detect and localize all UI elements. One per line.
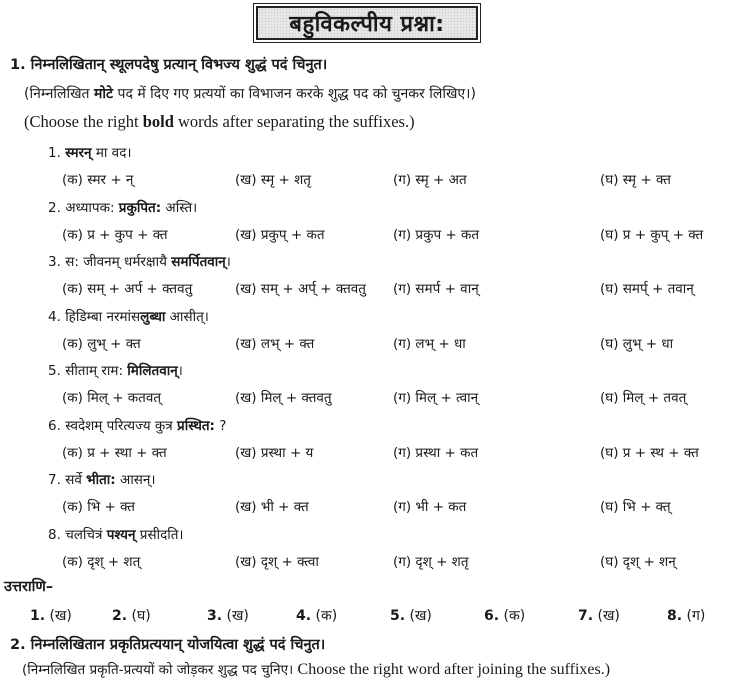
option-1-2: (ख) स्मृ + शतृ bbox=[235, 172, 311, 188]
option-3-3: (ग) समर्प + वान् bbox=[393, 281, 479, 297]
question-text-pre: स्वदेशम् परित्यज्य कुत्र bbox=[65, 417, 178, 434]
question-8 bbox=[48, 525, 184, 543]
option-4-1: (क) लुभ् + क्त bbox=[62, 335, 141, 352]
option-5-4: (घ) मिल् + तवत् bbox=[600, 390, 687, 406]
option-7-4: (घ) भि + क्त् bbox=[600, 499, 671, 515]
option-3-2: (ख) सम् + अर्प् + क्तवतु bbox=[235, 281, 366, 297]
option-8-1: (क) दृश् + शत् bbox=[62, 553, 141, 570]
question-bold-word: लुब्धा bbox=[140, 308, 166, 325]
option-4-4: (घ) लुभ् + धा bbox=[600, 335, 674, 352]
section-2-heading bbox=[10, 634, 325, 654]
question-text-post: आसीत्। bbox=[165, 308, 209, 325]
option-8-3: (ग) दृश् + शतृ bbox=[393, 553, 469, 570]
question-bold-word: प्रस्थित: bbox=[177, 417, 215, 434]
answers-title: उत्तराणि– bbox=[4, 579, 54, 595]
option-8-2: (ख) दृश् + क्त्वा bbox=[235, 553, 319, 570]
answer-4: 4. (क) bbox=[296, 608, 338, 624]
question-text-post: प्रसीदति। bbox=[135, 526, 184, 543]
option-4-2: (ख) लभ् + क्त bbox=[235, 335, 315, 352]
option-2-1: (क) प्र + कुप + क्त bbox=[62, 226, 168, 243]
section-1-instruction: निम्नलिखितान् स्थूलपदेषु प्रत्यान् विभज्य शुद्धं पदं चिनुत। bbox=[30, 57, 328, 73]
question-number: 2. bbox=[48, 199, 61, 216]
option-5-3: (ग) मिल् + त्वान् bbox=[393, 390, 479, 406]
section-1-number: 1. bbox=[10, 57, 26, 73]
question-text-post: ? bbox=[214, 417, 227, 434]
option-6-4: (घ) प्र + स्थ + क्त bbox=[600, 444, 699, 461]
question-number: 7. bbox=[48, 472, 61, 488]
question-bold-word: भीता: bbox=[86, 472, 116, 488]
option-1-4: (घ) स्मृ + क्त bbox=[600, 172, 671, 188]
question-7 bbox=[48, 470, 156, 488]
option-7-1: (क) भि + क्त bbox=[62, 499, 136, 515]
question-5 bbox=[48, 361, 183, 379]
section-1-hint-english: (Choose the right bold words after separating the suffixes.) bbox=[24, 112, 415, 131]
answer-3: 3. (ख) bbox=[207, 608, 249, 624]
section-2-hint: (निम्नलिखित प्रकृति-प्रत्ययों को जोड़कर शुद्ध पद चुनिए। Choose the right word after joining the suffixes.) bbox=[22, 661, 611, 678]
question-text-post: । bbox=[225, 254, 231, 270]
section-2-number: 2. bbox=[10, 637, 26, 653]
option-1-3: (ग) स्मृ + अत bbox=[393, 172, 467, 188]
answer-5: 5. (ख) bbox=[390, 608, 432, 624]
question-text-post: आसन्। bbox=[115, 472, 156, 488]
question-text-pre: सीताम् राम: bbox=[65, 363, 128, 379]
answer-6: 6. (क) bbox=[484, 608, 526, 624]
option-3-4: (घ) समर्प् + तवान् bbox=[600, 281, 694, 297]
question-4 bbox=[48, 307, 209, 325]
answer-7: 7. (ख) bbox=[578, 608, 620, 624]
page-title: बहुविकल्पीय प्रश्ना: bbox=[256, 6, 478, 40]
question-bold-word: समर्पितवान् bbox=[171, 254, 226, 270]
question-text-post: अस्ति। bbox=[161, 199, 198, 216]
question-number: 6. bbox=[48, 417, 61, 434]
question-text-pre: चलचित्रं bbox=[65, 526, 107, 543]
option-6-1: (क) प्र + स्था + क्त bbox=[62, 444, 167, 461]
option-2-3: (ग) प्रकुप + कत bbox=[393, 226, 480, 243]
question-text-pre: सर्वे bbox=[65, 472, 87, 488]
answer-2: 2. (घ) bbox=[112, 608, 151, 624]
section-1-heading bbox=[10, 54, 327, 74]
question-text-pre: हिडिम्बा नरमांस bbox=[65, 308, 141, 325]
answer-8: 8. (ग) bbox=[667, 608, 706, 624]
answer-1: 1. (ख) bbox=[30, 608, 72, 624]
option-7-2: (ख) भी + क्त bbox=[235, 499, 309, 515]
question-bold-word: प्रकुपित: bbox=[118, 199, 162, 216]
section-1-hint-hindi: (निम्नलिखित मोटे पद में दिए गए प्रत्ययों का विभाजन करके शुद्ध पद को चुनकर लिखिए।) bbox=[24, 86, 476, 102]
section-2-instruction: निम्नलिखितान प्रकृतिप्रत्ययान् योजयित्वा शुद्धं पदं चिनुत। bbox=[30, 637, 326, 653]
question-text-pre: स: जीवनम् धर्मरक्षायै bbox=[65, 254, 172, 270]
option-7-3: (ग) भी + कत bbox=[393, 499, 467, 515]
question-number: 3. bbox=[48, 254, 61, 270]
option-5-2: (ख) मिल् + क्तवतु bbox=[235, 390, 332, 406]
option-5-1: (क) मिल् + कतवत् bbox=[62, 390, 162, 406]
option-6-3: (ग) प्रस्था + कत bbox=[393, 444, 479, 461]
option-3-1: (क) सम् + अर्प + क्तवतु bbox=[62, 281, 193, 297]
question-1 bbox=[48, 143, 131, 161]
question-3 bbox=[48, 252, 231, 270]
question-text-post: । bbox=[177, 363, 183, 379]
option-8-4: (घ) दृश् + शन् bbox=[600, 553, 676, 570]
question-bold-word: मिलितवान् bbox=[127, 363, 178, 379]
question-text-pre: अध्यापक: bbox=[65, 199, 119, 216]
question-number: 4. bbox=[48, 308, 61, 325]
option-6-2: (ख) प्रस्था + य bbox=[235, 444, 314, 461]
question-number: 1. bbox=[48, 145, 61, 161]
option-2-2: (ख) प्रकुप् + कत bbox=[235, 226, 325, 243]
option-4-3: (ग) लभ् + धा bbox=[393, 335, 466, 352]
question-2 bbox=[48, 198, 197, 216]
question-bold-word: पश्यन् bbox=[106, 526, 136, 543]
question-6 bbox=[48, 416, 226, 434]
question-number: 8. bbox=[48, 526, 61, 543]
question-text-post: मा वद। bbox=[91, 145, 132, 161]
question-bold-word: स्मरन् bbox=[65, 145, 92, 161]
option-2-4: (घ) प्र + कुप् + क्त bbox=[600, 226, 704, 243]
question-number: 5. bbox=[48, 363, 61, 379]
option-1-1: (क) स्मर + न् bbox=[62, 172, 134, 188]
